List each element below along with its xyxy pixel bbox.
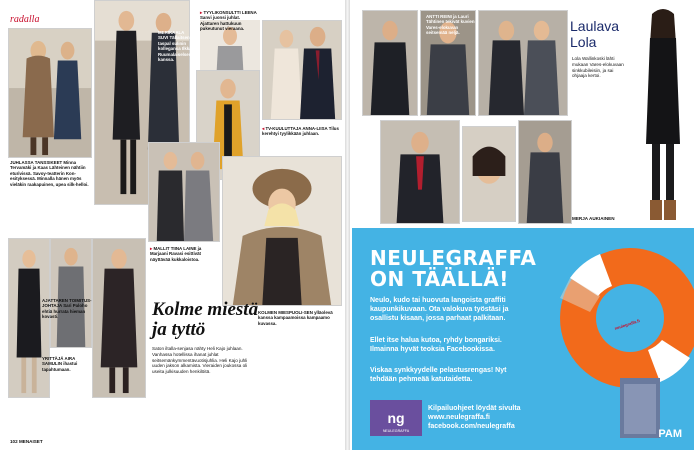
caption-3 <box>200 10 260 32</box>
bullet-icon: ▸ <box>200 10 204 15</box>
photo-man-grey <box>50 238 92 348</box>
neulegraffa-advertisement[interactable] <box>352 228 694 450</box>
bullet-icon: ◂ <box>262 126 266 131</box>
caption-2-text: MERIKAALA SUVI Tällaitsen taspal sulinin kollegansa Ilkka Ruumalaiselsen kanssa. <box>158 30 192 63</box>
right-caption-1 <box>426 14 476 36</box>
page-footer: 102 MENAISET <box>10 439 43 444</box>
caption-6-text: AJATTAREN TOIMITUS-JOHTAJA Sari Paloho ehtiä hurrata hieman kovasti. <box>42 298 92 320</box>
ad-text-2: Ellet itse halua kutoa, ryhdy bongariksi. Ilmainna hyvät teoksia Facebookissa. <box>370 337 502 353</box>
bullet-icon: ▸ <box>150 246 154 251</box>
caption-5 <box>262 126 342 137</box>
caption-1 <box>10 160 90 187</box>
ad-footer-facebook[interactable]: facebook.com/neulegraffa <box>428 423 515 430</box>
caption-4-text: MALLIT TIINA LAINE ja Marjaani Ravasi esittivät näyttävää kukkaloistoa. <box>150 246 202 262</box>
photo-couple-fur <box>8 28 92 158</box>
right-title-line-1: Laulava <box>570 18 620 34</box>
neulegraffa-logo-sub: NEULEGRAFFA <box>382 429 410 433</box>
right-title <box>570 18 619 50</box>
right-title-line-2: Lola <box>570 34 597 50</box>
photo-woman-close <box>462 126 516 222</box>
ad-text-1: Neulo, kudo tai huovuta langoista graffiti kaupunkikuvaan. Ota valokuva työstäsi ja osallistu kisaan, jossa parhaat palkitaan. <box>370 297 509 322</box>
ad-footer-url[interactable]: www.neulegraffa.fi <box>428 414 490 421</box>
caption-8-text: KOLMEN MIESPUOLI-SEN ylläolevä kanssa kampaamoissa kampaamo kuvassa. <box>258 310 333 326</box>
ad-text-3: Viskaa synkkyydelle pelastusrengas! Nyt tehdään pehmeää katutaidetta. <box>370 367 507 383</box>
right-caption-1-text: ANTTI REINI ja Lauri Tähtinen tekivät kuvien Vares-elokuvan seitsemää neljä. <box>426 14 475 36</box>
caption-5-text: TV-KUULUTTAJA ANNA-LIISA Tilus kerehtyi tyylikkään juhlaan. <box>262 126 339 137</box>
right-side-text: Lola Wallinkoski lähti mukaan Vares-elokuvaan sinkkubileisiin, ja sai ohjaaja kertoi. <box>572 56 624 79</box>
neulegraffa-logo: ng <box>370 400 422 436</box>
ring-label: neulegraffa.fi <box>613 318 641 331</box>
life-ring-graphic <box>530 238 694 438</box>
caption-6 <box>42 298 94 320</box>
article-body: Saton iltalla-senjasa nähty Heli Kajo juhlaan. Vanhassa hotellissa ihanat juhlat seitsemänkymmentävuotisjuhlia. Heli Kajo juhli uuden jakson alkamista. Vieraiden joukossa oli useita julkisuuden henkilöitä. <box>152 346 248 375</box>
byline: MERJA AUKIAINEN <box>572 216 615 221</box>
ad-headline-line-1: NEULEGRAFFA <box>370 246 537 270</box>
ad-headline <box>370 248 536 290</box>
caption-7 <box>42 356 94 372</box>
photo-actor-group <box>518 120 572 224</box>
left-page <box>0 0 345 450</box>
photo-man-red-scarf <box>380 120 460 224</box>
caption-4 <box>150 246 214 262</box>
photo-man-suit <box>262 20 342 120</box>
photo-two-women <box>148 142 220 242</box>
caption-1-text: JUHLASSA TANSSIKEET Minna Tervamäki ja Kaas Lähteinen nähtiin eturivissä. Savoy-teatterin Kon-esityksessä. Minnalla hänen myös vieläkin raakapuinen, upea silk-helloi. <box>10 160 89 187</box>
caption-2 <box>158 30 192 62</box>
headline-line-2: ja tyttö <box>152 319 206 340</box>
photo-lola-singer <box>632 4 694 224</box>
photo-woman-dark-coat <box>92 238 146 398</box>
ad-footer-1: Kilpailuohjeet löydät sivulta <box>428 405 521 412</box>
headline-line-1: Kolme miestä <box>152 299 259 320</box>
photo-two-men <box>478 10 568 116</box>
pam-logo: PAM <box>658 428 682 440</box>
caption-7-text: YRITTÄJÄ AIRA SAMULIN ihastui tapahtumaan. <box>42 356 78 372</box>
section-title: radalla <box>10 14 40 25</box>
photo-woman-fur-hat <box>222 156 342 306</box>
headline <box>152 300 272 340</box>
caption-3-text: TYYLIKONSULTTI LEENA Sanvi juonsi juhlat. Ajattaren hattukuun pukeutunut vieraana. <box>200 10 257 32</box>
photo-man-glasses <box>362 10 418 116</box>
ad-headline-line-2: ON TÄÄLLÄ! <box>370 267 509 291</box>
